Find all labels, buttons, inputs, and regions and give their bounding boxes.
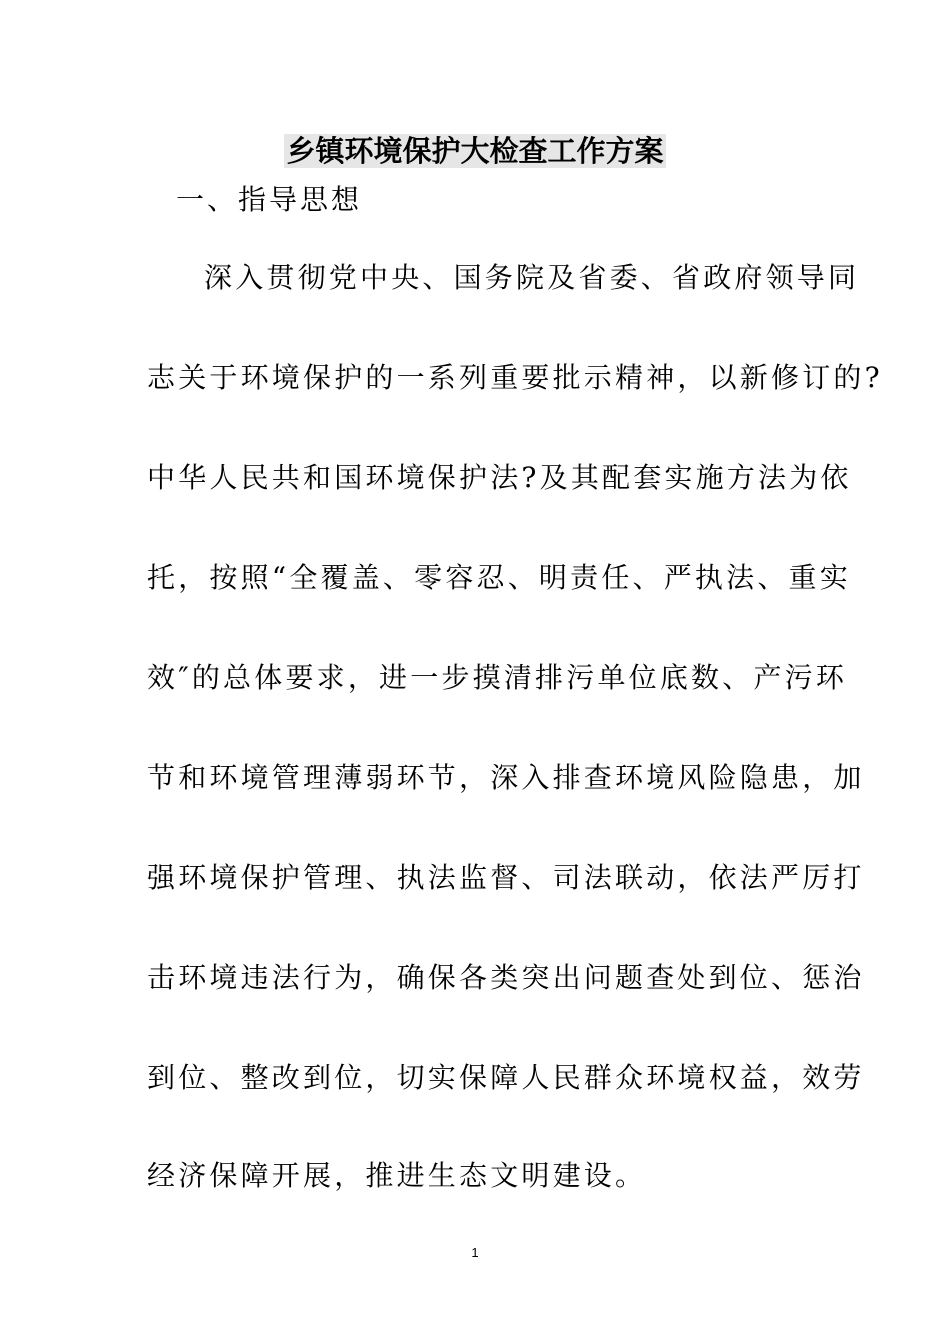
paragraph-line: 效″的总体要求，进一步摸清排污单位底数、产污环	[147, 661, 848, 694]
paragraph-line: 中华人民共和国环境保护法?及其配套实施方法为依	[147, 461, 852, 494]
page-number: 1	[471, 1245, 479, 1260]
paragraph-line: 到位、整改到位，切实保障人民群众环境权益，效劳	[147, 1061, 865, 1094]
paragraph-line: 节和环境管理薄弱环节，深入排查环境风险隐患，加	[147, 761, 865, 794]
paragraph-line: 志关于环境保护的一系列重要批示精神，以新修订的?	[147, 361, 883, 394]
paragraph-line: 击环境违法行为，确保各类突出问题查处到位、惩治	[147, 961, 865, 994]
document-title-text: 乡镇环境保护大检查工作方案	[286, 134, 664, 168]
paragraph-line: 深入贯彻党中央、国务院及省委、省政府领导同	[204, 261, 860, 294]
paragraph-line: 经济保障开展，推进生态文明建设。	[147, 1159, 647, 1192]
paragraph-line: 托，按照“全覆盖、零容忍、明责任、严执法、重实	[147, 561, 851, 594]
document-title	[0, 131, 950, 171]
section-heading: 一、指导思想	[176, 183, 363, 216]
paragraph-line: 强环境保护管理、执法监督、司法联动，依法严厉打	[147, 861, 865, 894]
